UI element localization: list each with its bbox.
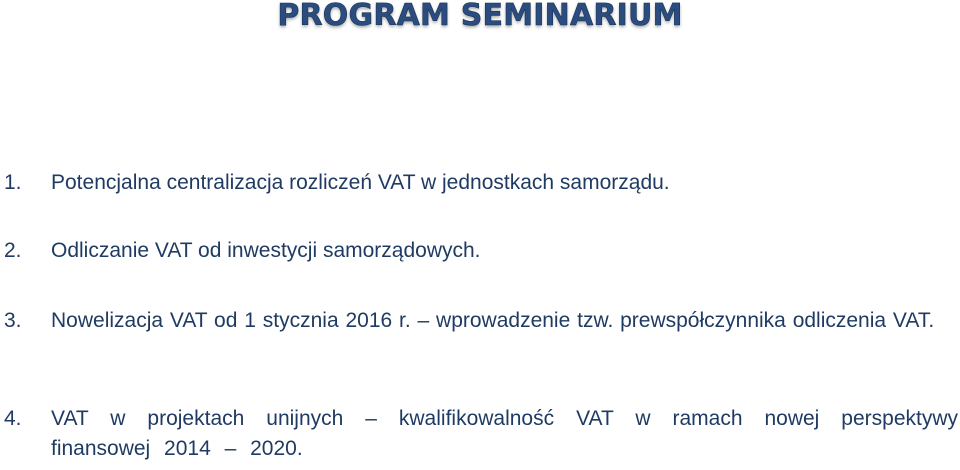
- agenda-item-4: [4, 404, 958, 464]
- agenda-item-number: 3.: [4, 309, 22, 332]
- agenda-item-1: [4, 168, 958, 198]
- agenda-item-text: Odliczanie VAT od inwestycji samorządowych.: [51, 239, 481, 262]
- page-title: PROGRAM SEMINARIUM: [277, 0, 683, 33]
- agenda-item-text: Potencjalna centralizacja rozliczeń VAT w jednostkach samorządu.: [51, 171, 670, 194]
- agenda-item-text: Nowelizacja VAT od 1 stycznia 2016 r. – wprowadzenie tzw. prewspółczynnika odliczenia VAT.: [51, 309, 935, 332]
- agenda-item-3: [4, 306, 958, 336]
- agenda-item-number: 2.: [4, 239, 22, 262]
- agenda-item-text: VAT w projektach unijnych – kwalifikowalność VAT w ramach nowej perspektywy finansowej 2014 – 2020.: [51, 407, 958, 460]
- agenda-item-2: [4, 236, 958, 266]
- agenda-item-number: 4.: [4, 407, 22, 430]
- agenda-item-number: 1.: [4, 171, 22, 194]
